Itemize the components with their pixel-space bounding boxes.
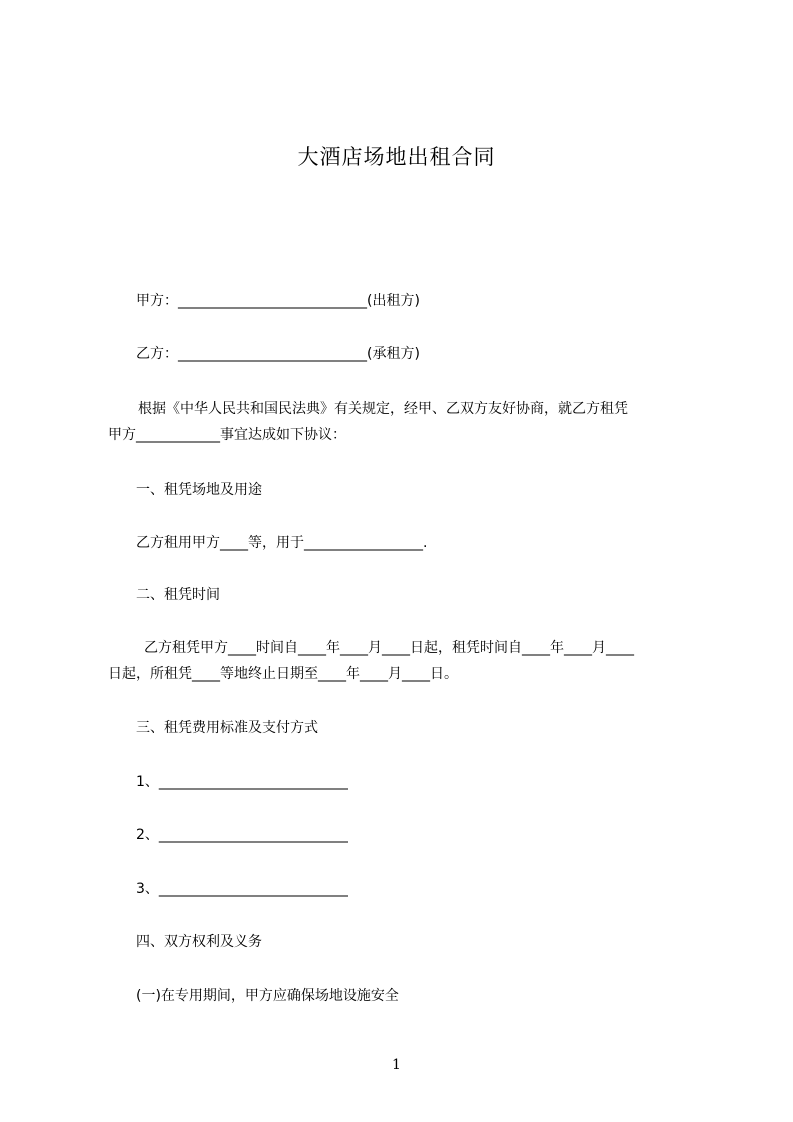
section-1-body: 乙方租用甲方____等，用于_________________. [136,535,428,551]
intro-line-2: 甲方____________事宜达成如下协议： [108,427,346,443]
payment-item-3: 3、___________________________ [136,881,348,897]
party-b-line: 乙方：___________________________(承租方) [136,346,420,362]
section-2-line-1: 乙方租凭甲方____时间自____年____月____日起，租凭时间自____年____月____ [144,640,634,656]
party-a-line: 甲方：___________________________(出租方) [136,293,420,309]
page-number: 1 [392,1057,401,1073]
section-4-heading: 四、双方权利及义务 [136,934,262,950]
payment-item-2: 2、___________________________ [136,827,348,843]
section-2-line-2: 日起，所租凭____等地终止日期至____年____月____日。 [108,666,458,682]
section-2-paragraph [108,635,708,687]
clause-1: (一)在专用期间，甲方应确保场地设施安全 [136,988,399,1004]
document-title: 大酒店场地出租合同 [297,145,496,169]
payment-item-1: 1、___________________________ [136,774,348,790]
intro-line-1: 根据《中华人民共和国民法典》有关规定，经甲、乙双方友好协商，就乙方租凭 [138,401,628,417]
section-2-heading: 二、租凭时间 [136,587,220,603]
section-3-heading: 三、租凭费用标准及支付方式 [136,720,318,736]
intro-paragraph [108,396,708,448]
section-1-heading: 一、租凭场地及用途 [136,482,262,498]
